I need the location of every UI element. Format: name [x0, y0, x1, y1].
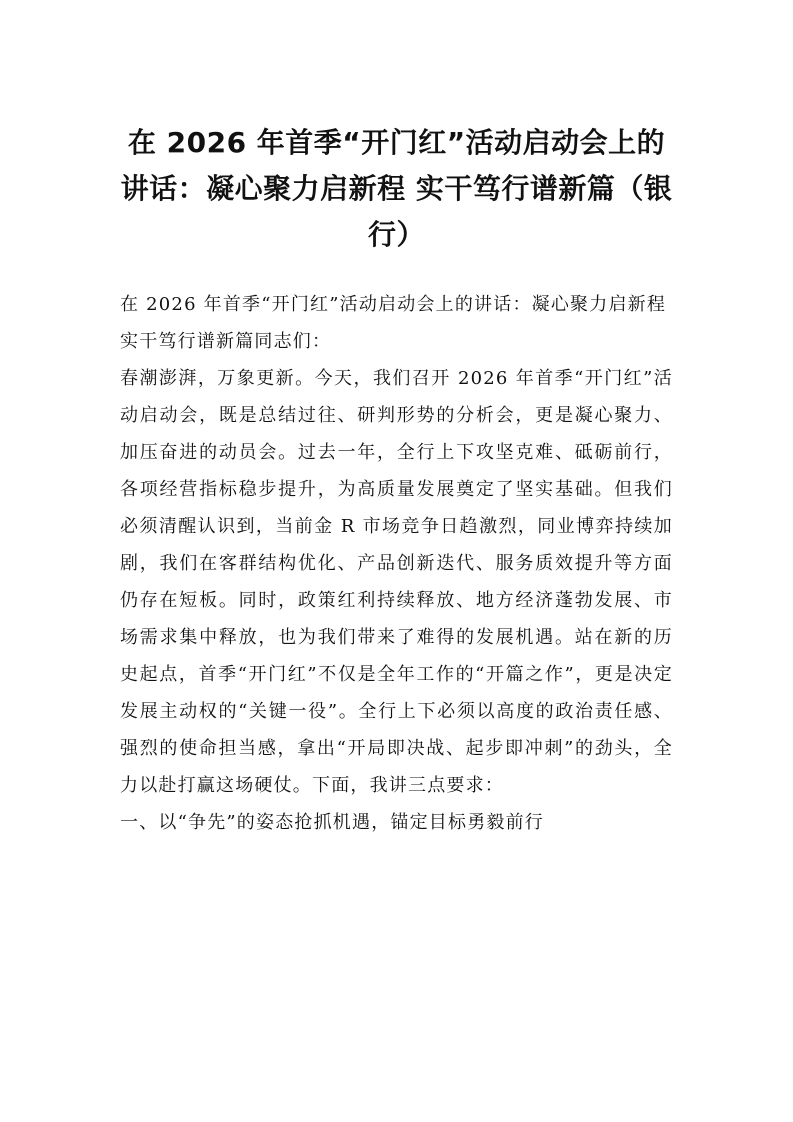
title-line-2: 讲话：凝心聚力启新程 实干笃行谱新篇（银	[120, 172, 673, 205]
paragraph-subtitle: 在 2026 年首季“开门红”活动启动会上的讲话：凝心聚力启新程	[120, 294, 667, 315]
paragraph-salutation: 实干笃行谱新篇同志们：	[120, 331, 332, 352]
document-body	[120, 286, 673, 841]
title-line-1: 在 2026 年首季“开门红”活动启动会上的	[127, 126, 666, 159]
section-heading-1: 一、以“争先”的姿态抢抓机遇，锚定目标勇毅前行	[120, 812, 545, 833]
document-title	[120, 120, 673, 258]
paragraph-intro: 春潮澎湃，万象更新。今天，我们召开 2026 年首季“开门红”活动启动会，既是总结过往、研判形势的分析会，更是凝心聚力、加压奋进的动员会。过去一年，全行上下攻坚克难、砥砺前行，各项经营指标稳步提升，为高质量发展奠定了坚实基础。但我们必须清醒认识到，当前金 R 市场竞争日趋激烈，同业博弈持续加剧，我们在客群结构优化、产品创新迭代、服务质效提升等方面仍存在短板。同时，政策红利持续释放、地方经济蓬勃发展、市场需求集中释放，也为我们带来了难得的发展机遇。站在新的历史起点，首季“开门红”不仅是全年工作的“开篇之作”，更是决定发展主动权的“关键一役”。全行上下必须以高度的政治责任感、强烈的使命担当感，拿出“开局即决战、起步即冲刺”的劲头，全力以赴打赢这场硬仗。下面，我讲三点要求：	[120, 368, 673, 796]
title-line-3: 行）	[367, 218, 425, 251]
